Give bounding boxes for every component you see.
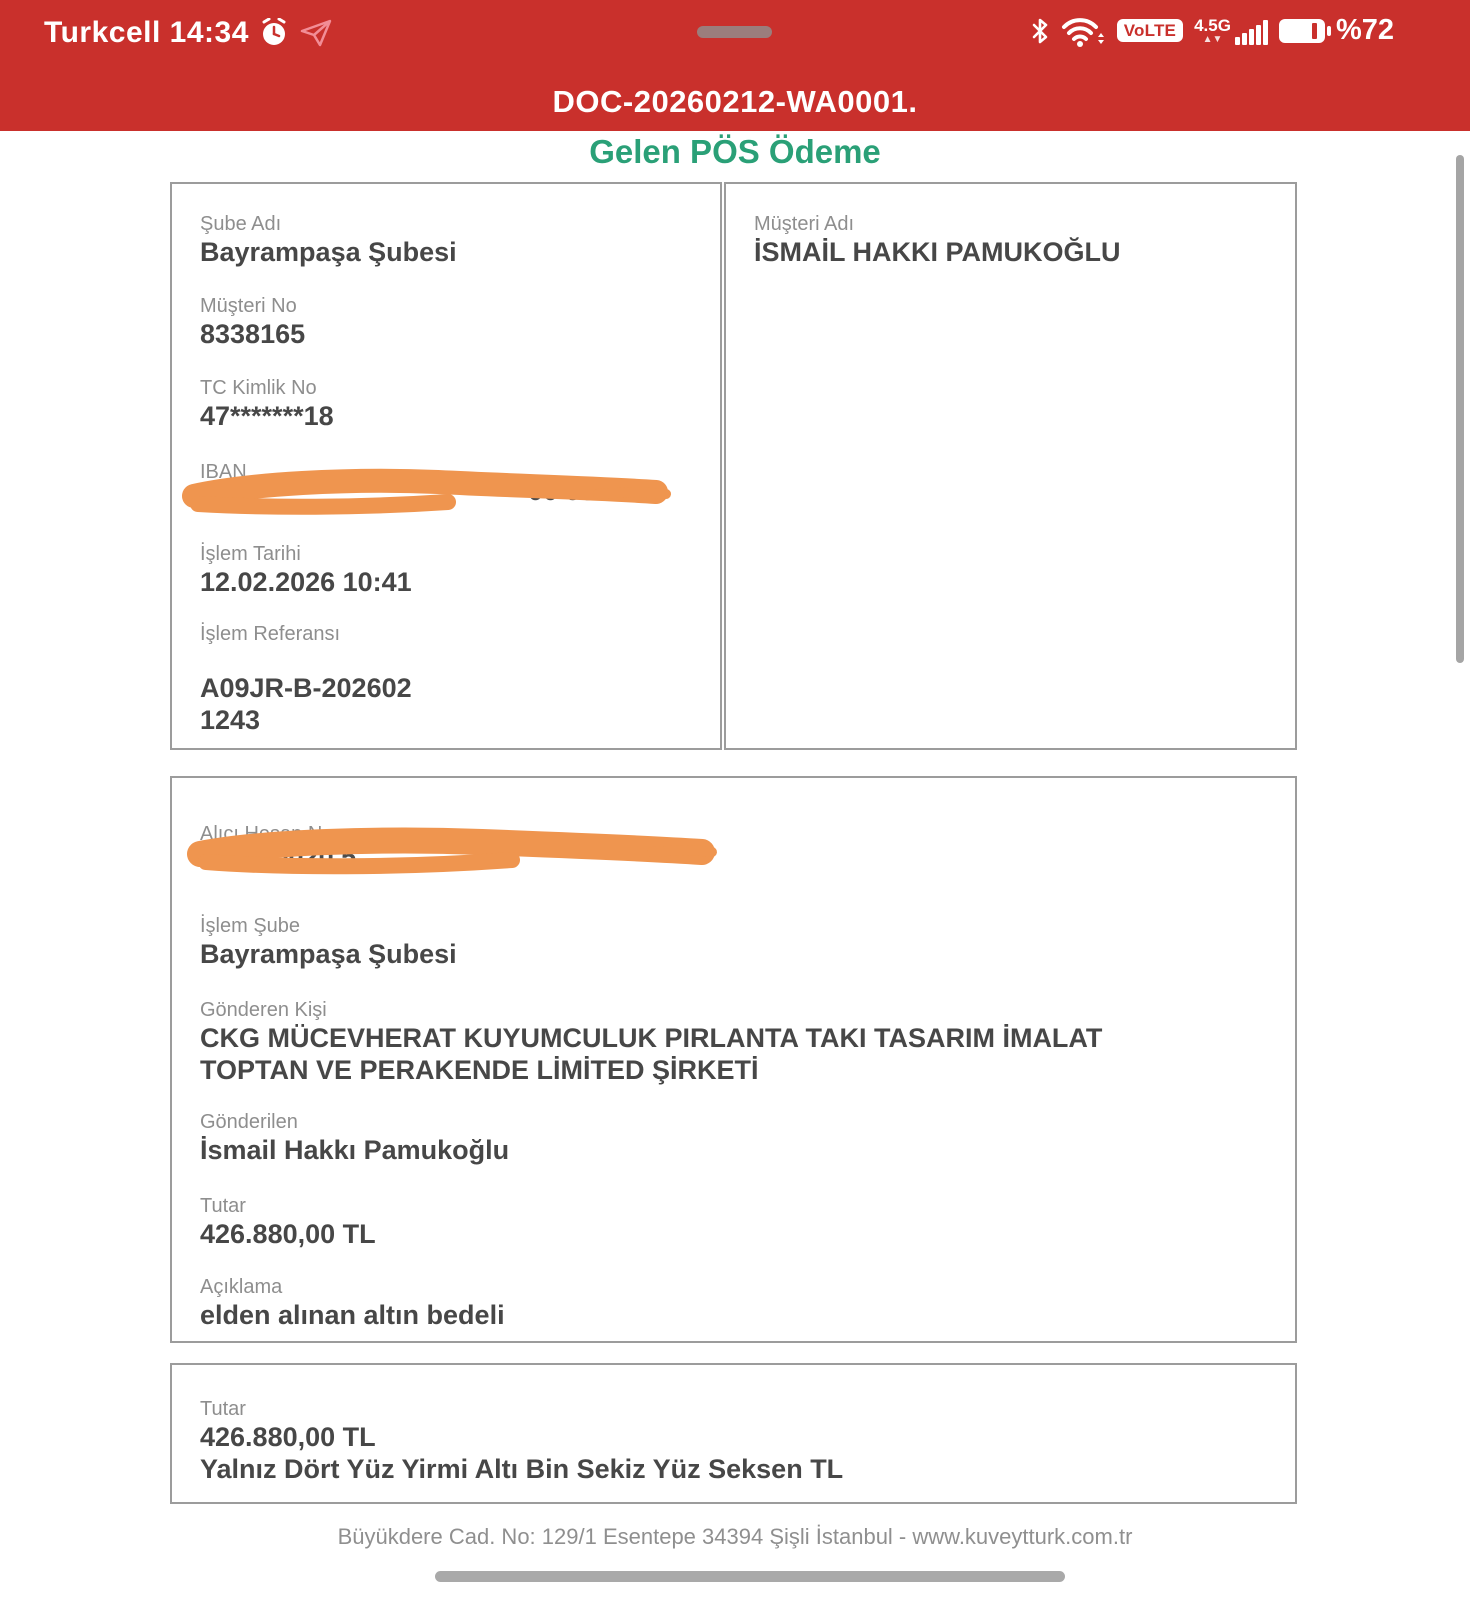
document-title: DOC-20260212-WA0001. <box>552 84 918 119</box>
field-label: İşlem Şube <box>200 915 301 937</box>
field-label: TC Kimlik No <box>200 377 317 399</box>
signal-icon <box>1194 17 1268 45</box>
field-gonderilen <box>200 1110 509 1166</box>
field-value: Bayrampaşa Şubesi <box>200 939 457 969</box>
field-islem-tarihi <box>200 542 412 598</box>
field-value: İsmail Hakkı Pamukoğlu <box>200 1135 510 1165</box>
field-sube-adi <box>200 212 457 268</box>
field-label: Tutar <box>200 1398 246 1420</box>
field-label: Alıcı Hesap No <box>200 823 334 845</box>
field-value-line1: A09JR-B-202602 <box>200 673 412 703</box>
field-label: İşlem Tarihi <box>200 543 301 565</box>
field-tutar <box>200 1194 376 1250</box>
network-type-label: 4.5G <box>1194 15 1231 35</box>
field-value-line2: 1243 <box>200 705 261 735</box>
home-indicator-bar[interactable] <box>435 1571 1065 1582</box>
field-label: Gönderen Kişi <box>200 999 327 1021</box>
field-islem-referansi-value <box>200 672 412 736</box>
alarm-icon <box>259 18 289 48</box>
bluetooth-icon <box>1031 17 1049 45</box>
bank-address-footer: Büyükdere Cad. No: 129/1 Esentepe 34394 Şişli İstanbul - www.kuveytturk.com.tr <box>337 1524 1133 1549</box>
app-header <box>0 0 1470 131</box>
amount-in-words: Yalnız Dört Yüz Yirmi Altı Bin Sekiz Yüz Seksen TL <box>200 1454 844 1484</box>
camera-cutout <box>697 26 772 38</box>
account-fragment-left: TR25 0020 5 <box>200 842 357 872</box>
total-amount-box <box>170 1363 1297 1504</box>
field-value: elden alınan altın bedeli <box>200 1300 505 1330</box>
field-tc-kimlik <box>200 376 334 432</box>
status-bar-left <box>44 16 333 50</box>
field-musteri-adi <box>754 212 1121 268</box>
carrier-time-label: Turkcell 14:34 <box>44 16 249 49</box>
field-label: Açıklama <box>200 1276 283 1298</box>
field-islem-referansi <box>200 622 340 646</box>
field-label: Gönderilen <box>200 1111 298 1133</box>
field-label: Tutar <box>200 1195 246 1217</box>
field-label: Müşteri No <box>200 295 297 317</box>
wifi-icon <box>1060 15 1106 47</box>
account-redaction-scribble <box>182 820 727 887</box>
page-title: Gelen PÖS Ödeme <box>589 133 881 170</box>
field-total-tutar <box>200 1397 843 1485</box>
field-islem-sube <box>200 914 457 970</box>
sender-info-box <box>170 182 722 750</box>
field-value: İSMAİL HAKKI PAMUKOĞLU <box>754 237 1121 267</box>
field-label: IBAN <box>200 461 247 483</box>
field-musteri-no <box>200 294 305 350</box>
volte-badge: VoLTE <box>1117 19 1183 42</box>
iban-fragment-right: 00 98 <box>528 476 596 506</box>
field-value: 426.880,00 TL <box>200 1219 376 1249</box>
field-value: 426.880,00 TL <box>200 1422 376 1452</box>
field-aciklama <box>200 1275 505 1331</box>
field-value: CKG MÜCEVHERAT KUYUMCULUK PIRLANTA TAKI TASARIM İMALAT TOPTAN VE PERAKENDE LİMİTED ŞİRKETİ <box>200 1023 1103 1085</box>
vertical-scrollbar-thumb[interactable] <box>1456 155 1464 663</box>
battery-icon <box>1279 19 1325 43</box>
field-value: 8338165 <box>200 319 306 349</box>
field-label: Müşteri Adı <box>754 213 855 235</box>
field-gonderen-kisi <box>200 998 1210 1086</box>
signal-bars-icon <box>1235 19 1268 45</box>
data-arrows-icon: ▲▼ <box>1202 33 1223 45</box>
field-label: İşlem Referansı <box>200 623 341 645</box>
field-value: 47*******18 <box>200 401 334 431</box>
battery-percent-label: %72 <box>1335 14 1394 46</box>
iban-fragment-left: T <box>200 480 217 510</box>
customer-info-box <box>724 182 1297 750</box>
field-value: Bayrampaşa Şubesi <box>200 237 457 267</box>
field-label: Şube Adı <box>200 213 282 235</box>
iban-redaction-scribble <box>178 464 678 525</box>
transaction-info-box <box>170 776 1297 1343</box>
status-bar-right <box>1031 14 1394 47</box>
field-value: 12.02.2026 10:41 <box>200 567 412 597</box>
send-icon <box>299 18 333 48</box>
